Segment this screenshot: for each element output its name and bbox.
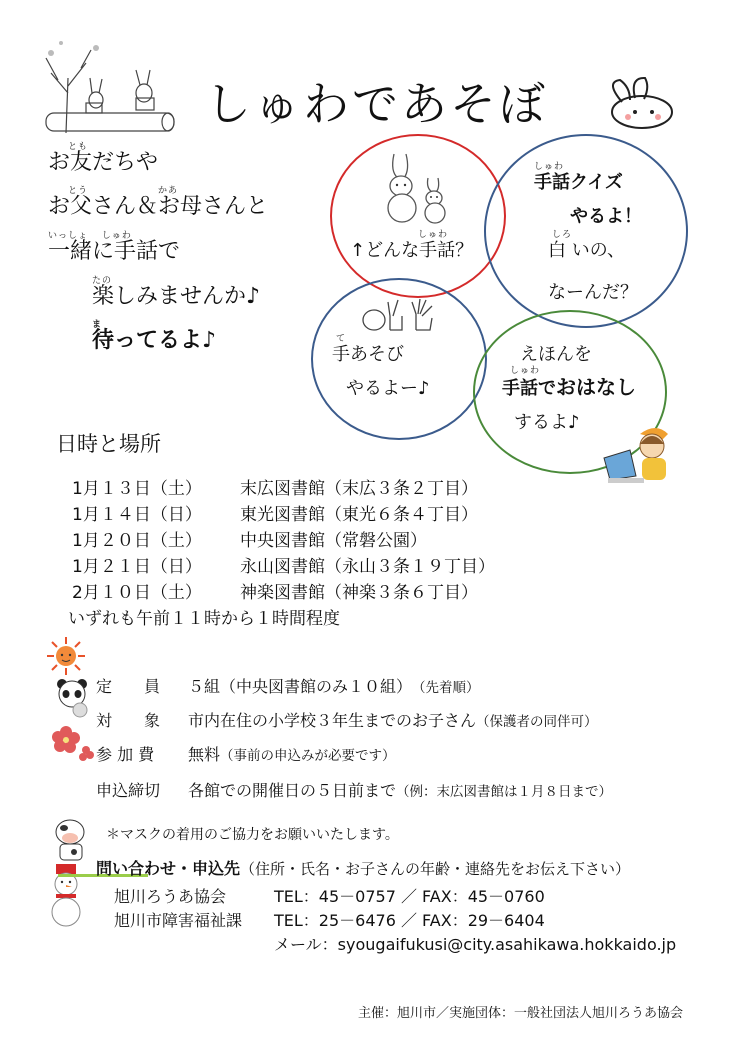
blue-bottom-circle-line2: やるよー♪: [346, 378, 430, 399]
intro-line-4: たの 楽しみませんか♪: [92, 276, 261, 309]
blue-top-circle-line3: しろ 白 いの、: [548, 230, 626, 261]
intro-line-3: いっしょ しゅわ 一緒に手話で: [48, 231, 181, 264]
cow-icon: [48, 814, 94, 864]
snowman-icon: [46, 862, 86, 928]
schedule-heading: 日時と場所: [56, 432, 161, 456]
sun-icon: [46, 636, 86, 676]
schedule-row: 1月１３日（土） 末広図書館（末広３条２丁目）: [72, 479, 478, 499]
plum-flower-icon: [50, 722, 96, 762]
page-title: しゅわであそぼ: [205, 77, 548, 131]
contact-org1: 旭川ろうあ協会 TEL：45－0757 ／ FAX：45－0760: [114, 887, 545, 906]
child-with-laptop-illustration: [596, 420, 676, 492]
fee-row: 参 加 費 無料 （事前の申込みが必要です）: [96, 745, 396, 764]
blue-top-circle-text: しゅわ 手話クイズ: [534, 162, 623, 193]
mask-note: ＊マスクの着用のご協力をお願いいたします。: [106, 827, 399, 843]
target-row: 対 象 市内在住の小学校３年生までのお子さん （保護者の同伴可）: [96, 711, 598, 730]
rabbits-reading-illustration: [36, 38, 186, 138]
green-circle-line1: えほんを: [520, 344, 592, 365]
green-circle-line3: するよ♪: [514, 412, 580, 433]
schedule-row: 1月２０日（土） 中央図書館（常磐公園）: [72, 531, 427, 551]
hand-signs-icon: [360, 296, 442, 334]
contact-heading: 問い合わせ・申込先（住所・氏名・お子さんの年齢・連絡先をお伝え下さい）: [96, 859, 631, 878]
blue-top-circle-line2: やるよ！: [570, 206, 642, 227]
contact-email: メール：syougaifukusi@city.asahikawa.hokkaido.jp: [274, 935, 677, 954]
schedule-note: いずれも午前１１時から１時間程度: [68, 609, 340, 629]
footer-organizer: 主催：旭川市／実施団体：一般社団法人旭川ろうあ協会: [358, 1006, 684, 1021]
schedule-row: 1月１４日（日） 東光図書館（東光６条４丁目）: [72, 505, 478, 525]
deadline-row: 申込締切 各館での開催日の５日前まで （例：末広図書館は１月８日まで）: [96, 781, 613, 800]
rabbits-icon: [380, 150, 460, 225]
green-circle-line2: しゅわ 手話でおはなし: [502, 366, 636, 399]
schedule-row: 2月１０日（土） 神楽図書館（神楽３条６丁目）: [72, 583, 478, 603]
blue-top-circle-line4: なーんだ？: [548, 282, 638, 303]
bunny-face-icon: [600, 72, 680, 132]
intro-line-2: とう かあ お父さん＆お母さんと: [48, 186, 269, 219]
blue-bottom-circle-text: て 手あそび: [332, 334, 404, 365]
panda-icon: [52, 676, 92, 718]
contact-org2: 旭川市障害福祉課 TEL：25－6476 ／ FAX：29－6404: [114, 911, 545, 930]
intro-line-1: とも お友だちや: [48, 142, 159, 175]
capacity-row: 定 員 ５組（中央図書館のみ１０組） （先着順）: [96, 677, 480, 696]
intro-line-5: ま 待ってるよ♪: [92, 320, 217, 353]
schedule-row: 1月２１日（日） 永山図書館（永山３条１９丁目）: [72, 557, 495, 577]
red-circle-text: しゅわ ↑どんな手話？: [350, 230, 474, 261]
